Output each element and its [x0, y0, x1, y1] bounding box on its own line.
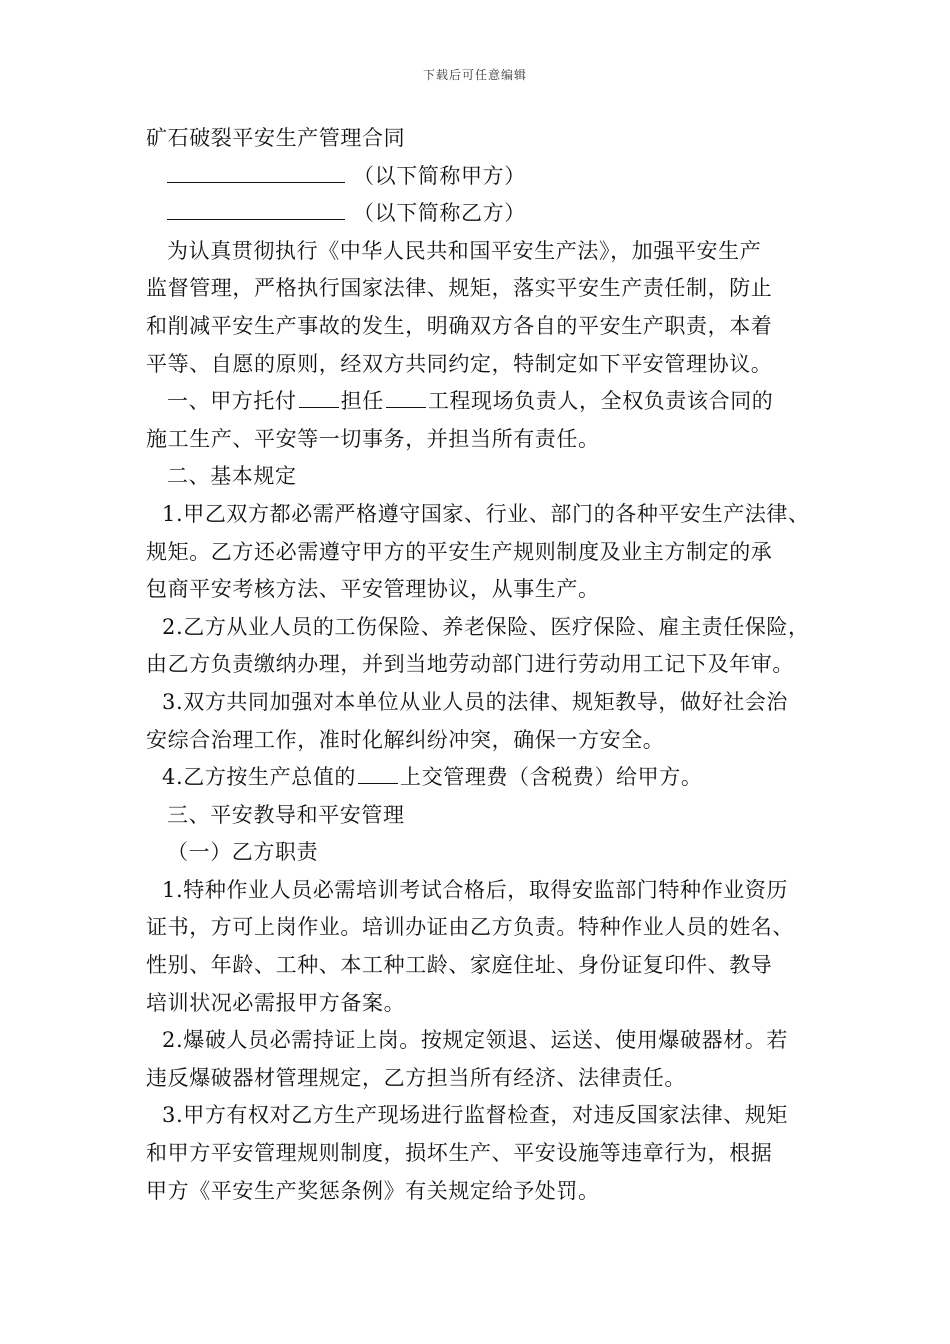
party-b-blank[interactable]: [167, 201, 345, 220]
clause-1-text: 工程现场负责人，全权负责该合同的: [427, 389, 774, 414]
sub-item-1-line: 性别、年龄、工种、本工种工龄、家庭住址、身份证复印件、教导: [146, 953, 773, 978]
intro-line: 和削减平安生产事故的发生，明确双方各自的平安生产职责，本着: [146, 313, 773, 338]
item-4-text: 上交管理费（含税费）给甲方。: [400, 765, 703, 790]
sub-item-1-line: 培训状况必需报甲方备案。: [146, 990, 406, 1015]
item-1-line: 规矩。乙方还必需遵守甲方的平安生产规则制度及业主方制定的承: [146, 539, 773, 564]
item-3-line: 安综合治理工作，准时化解纠纷冲突，确保一方安全。: [146, 727, 665, 752]
intro-line: 监督管理，严格执行国家法律、规矩，落实平安生产责任制，防止: [146, 276, 773, 301]
section-3-heading: 三、平安教导和平安管理: [167, 802, 405, 827]
document-body: [146, 120, 826, 1210]
page-header-note: 下载后可任意编辑: [422, 68, 527, 82]
document-title: 矿石破裂平安生产管理合同: [146, 126, 406, 150]
item-2-line: 由乙方负责缴纳办理，并到当地劳动部门进行劳动用工记下及年审。: [146, 652, 794, 677]
item-3-line: 3.双方共同加强对本单位从业人员的法律、规矩教导，做好社会治: [162, 689, 789, 714]
item-4-line: [146, 759, 826, 797]
clause-1-line: [146, 383, 826, 421]
sub-item-1-line: 1.特种作业人员必需培训考试合格后，取得安监部门特种作业资历: [162, 877, 789, 902]
item-1-line: 包商平安考核方法、平安管理协议，从事生产。: [146, 577, 600, 602]
section-2-heading: 二、基本规定: [167, 464, 297, 489]
clause-1-text: 担任: [340, 389, 384, 414]
item-4-blank-rate[interactable]: [358, 765, 398, 784]
party-b-line: [146, 195, 826, 233]
clause-1-text: 一、甲方托付: [167, 389, 297, 414]
clause-1-blank-project[interactable]: [386, 389, 426, 408]
sub-item-2-line: 违反爆破器材管理规定，乙方担当所有经济、法律责任。: [146, 1065, 686, 1090]
party-a-label: （以下简称甲方）: [353, 163, 526, 188]
item-1-line: 1.甲乙双方都必需严格遵守国家、行业、部门的各种平安生产法律、: [162, 501, 810, 526]
party-b-label: （以下简称乙方）: [353, 201, 526, 226]
subsection-1-heading: （一）乙方职责: [167, 840, 319, 865]
intro-line: 平等、自愿的原则，经双方共同约定，特制定如下平安管理协议。: [146, 351, 773, 376]
sub-item-3-line: 甲方《平安生产奖惩条例》有关规定给予处罚。: [146, 1178, 600, 1203]
clause-1-cont: 施工生产、平安等一切事务，并担当所有责任。: [146, 426, 600, 451]
party-a-blank[interactable]: [167, 164, 345, 183]
sub-item-3-line: 3.甲方有权对乙方生产现场进行监督检查，对违反国家法律、规矩: [162, 1103, 789, 1128]
item-2-line: 2.乙方从业人员的工伤保险、养老保险、医疗保险、雇主责任保险，: [162, 614, 810, 639]
sub-item-1-line: 证书，方可上岗作业。培训办证由乙方负责。特种作业人员的姓名、: [146, 915, 794, 940]
item-4-text: 4.乙方按生产总值的: [162, 765, 357, 790]
clause-1-blank-entrustee[interactable]: [299, 389, 339, 408]
sub-item-2-line: 2.爆破人员必需持证上岗。按规定领退、运送、使用爆破器材。若: [162, 1028, 789, 1053]
party-a-line: [146, 158, 826, 196]
sub-item-3-line: 和甲方平安管理规则制度，损坏生产、平安设施等违章行为，根据: [146, 1141, 773, 1166]
intro-line: 为认真贯彻执行《中华人民共和国平安生产法》，加强平安生产: [167, 238, 762, 263]
